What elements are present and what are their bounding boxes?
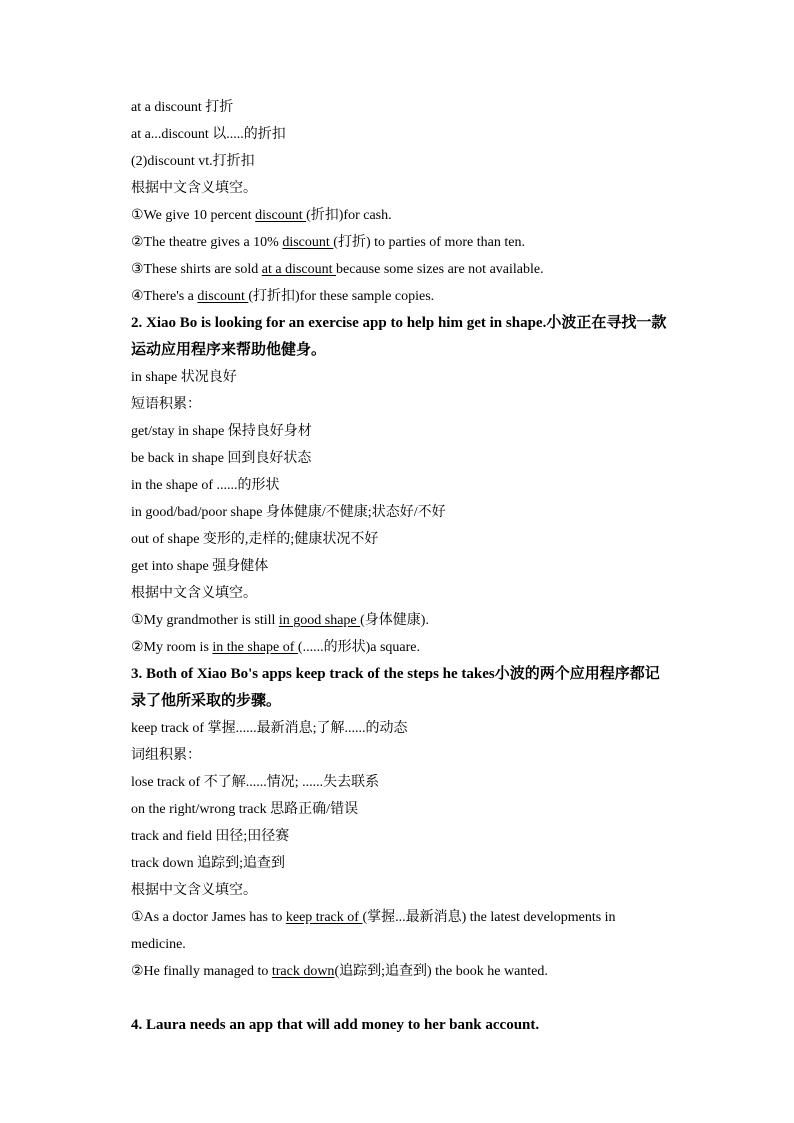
exercise-text: (追踪到;追查到) the book he wanted.: [334, 964, 548, 979]
exercise-item: [131, 256, 671, 283]
exercise-text: (身体健康).: [360, 613, 429, 628]
document-page: [131, 94, 671, 1039]
exercise-answer: track down: [271, 964, 335, 979]
text-line: get into shape 强身健体: [131, 559, 269, 574]
text-line: in shape 状况良好: [131, 370, 237, 385]
instruction-line: 根据中文含义填空。: [131, 181, 257, 196]
exercise-answer: keep track of: [285, 910, 363, 925]
instruction-line: 根据中文含义填空。: [131, 883, 257, 898]
text-line: be back in shape 回到良好状态: [131, 451, 312, 466]
text-line: keep track of 掌握......最新消息;了解......的动态: [131, 721, 408, 736]
exercise-text: ①As a doctor James has to: [131, 910, 286, 925]
blank-line: [131, 985, 671, 1012]
text-line: out of shape 变形的,走样的;健康状况不好: [131, 532, 379, 547]
instruction-line: 根据中文含义填空。: [131, 586, 257, 601]
exercise-text: ②The theatre gives a 10%: [131, 235, 283, 250]
exercise-item: [131, 229, 671, 256]
text-line: at a discount 打折: [131, 100, 234, 115]
exercise-text: because some sizes are not available.: [336, 262, 544, 277]
text-line: get/stay in shape 保持良好身材: [131, 424, 312, 439]
text-line: at a...discount 以.....的折扣: [131, 127, 286, 142]
exercise-item: [131, 634, 671, 661]
exercise-text: ④There's a: [131, 289, 198, 304]
exercise-item: [131, 904, 671, 958]
text-line: 短语积累：: [131, 397, 201, 412]
text-line: on the right/wrong track 思路正确/错误: [131, 802, 359, 817]
exercise-text: ③These shirts are sold: [131, 262, 262, 277]
exercise-text: (掌握...最新消息) the latest developments in medicine.: [131, 910, 616, 952]
exercise-text: (......的形状)a square.: [297, 640, 420, 655]
text-line: lose track of 不了解......情况; ......失去联系: [131, 775, 380, 790]
exercise-answer: discount: [282, 235, 334, 250]
exercise-text: ①We give 10 percent: [131, 208, 256, 223]
exercise-text: (打折扣)for these sample copies.: [248, 289, 435, 304]
exercise-text: ①My grandmother is still: [131, 613, 279, 628]
exercise-item: [131, 283, 671, 310]
exercise-answer: discount: [197, 289, 249, 304]
text-line: track down 追踪到;追查到: [131, 856, 285, 871]
text-line: (2)discount vt.打折扣: [131, 154, 255, 169]
text-line: in good/bad/poor shape 身体健康/不健康;状态好/不好: [131, 505, 446, 520]
exercise-text: (打折) to parties of more than ten.: [333, 235, 525, 250]
exercise-text: ②He finally managed to: [131, 964, 272, 979]
exercise-answer: in good shape: [278, 613, 361, 628]
section-heading: 3. Both of Xiao Bo's apps keep track of the steps he takes小波的两个应用程序都记录了他所采取的步骤。: [131, 666, 660, 709]
exercise-answer: in the shape of: [212, 640, 298, 655]
exercise-text: ②My room is: [131, 640, 213, 655]
section-heading: 4. Laura needs an app that will add money to her bank account.: [131, 1017, 540, 1033]
text-line: in the shape of ......的形状: [131, 478, 280, 493]
exercise-text: (折扣)for cash.: [306, 208, 392, 223]
exercise-answer: at a discount: [261, 262, 337, 277]
exercise-item: [131, 202, 671, 229]
exercise-item: [131, 607, 671, 634]
exercise-item: [131, 958, 671, 985]
text-line: 词组积累：: [131, 748, 201, 763]
section-heading: 2. Xiao Bo is looking for an exercise app to help him get in shape.小波正在寻找一款运动应用程序来帮助他健身。: [131, 315, 667, 358]
text-line: track and field 田径;田径赛: [131, 829, 290, 844]
exercise-answer: discount: [255, 208, 307, 223]
